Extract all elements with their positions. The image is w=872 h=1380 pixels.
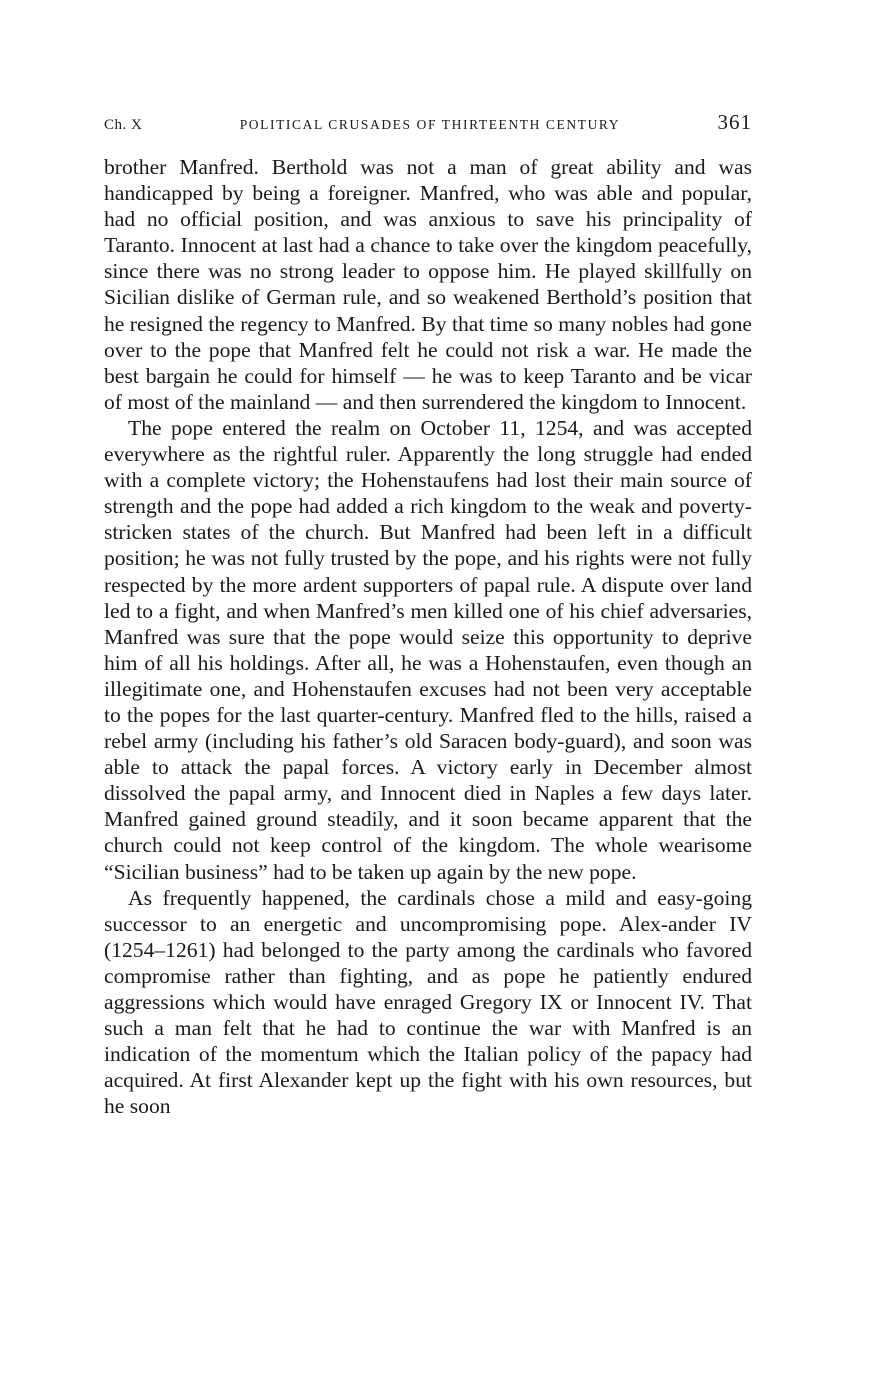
body-text — [104, 154, 752, 1119]
book-page — [104, 110, 752, 1119]
running-head — [104, 110, 752, 140]
paragraph: The pope entered the realm on October 11, 1254, and was accepted everywhere as the rightful ruler. Apparently the long struggle had ended with a complete victory; the Hohenstaufens had lost their main source of strength and the pope had added a rich kingdom to the weak and poverty-stricken states of the church. But Manfred had been left in a difficult position; he was not fully trusted by the pope, and his rights were not fully respected by the more ardent supporters of papal rule. A dispute over land led to a fight, and when Manfred’s men killed one of his chief adversaries, Manfred was sure that the pope would seize this opportunity to deprive him of all his holdings. After all, he was a Hohenstaufen, even though an illegitimate one, and Hohenstaufen excuses had not been very acceptable to the popes for the last quarter-century. Manfred fled to the hills, raised a rebel army (including his father’s old Saracen body-guard), and soon was able to attack the papal forces. A victory early in December almost dissolved the papal army, and Innocent died in Naples a few days later. Manfred gained ground steadily, and it soon became apparent that the church could not keep control of the kingdom. The whole wearisome “Sicilian business” had to be taken up again by the new pope. — [104, 415, 752, 884]
chapter-label: Ch. X — [104, 117, 143, 133]
running-title: POLITICAL CRUSADES OF THIRTEENTH CENTURY — [239, 117, 621, 132]
page-number: 361 — [717, 110, 752, 134]
paragraph: As frequently happened, the cardinals chose a mild and easy-going successor to an energetic and uncompromising pope. Alex-ander IV (1254–1261) had belonged to the party among the cardinals who favored compromise rather than fighting, and as pope he patiently endured aggressions which would have enraged Gregory IX or Innocent IV. That such a man felt that he had to continue the war with Manfred is an indication of the momentum which the Italian policy of the papacy had acquired. At first Alexander kept up the fight with his own resources, but he soon — [104, 885, 752, 1119]
paragraph-continued: brother Manfred. Berthold was not a man of great ability and was handicapped by being a foreigner. Manfred, who was able and popular, had no official position, and was anxious to save his principality of Taranto. Innocent at last had a chance to take over the kingdom peacefully, since there was no strong leader to oppose him. He played skillfully on Sicilian dislike of German rule, and so weakened Berthold’s position that he resigned the regency to Manfred. By that time so many nobles had gone over to the pope that Manfred felt he could not risk a war. He made the best bargain he could for himself — he was to keep Taranto and be vicar of most of the mainland — and then surrendered the kingdom to Innocent. — [104, 155, 752, 414]
